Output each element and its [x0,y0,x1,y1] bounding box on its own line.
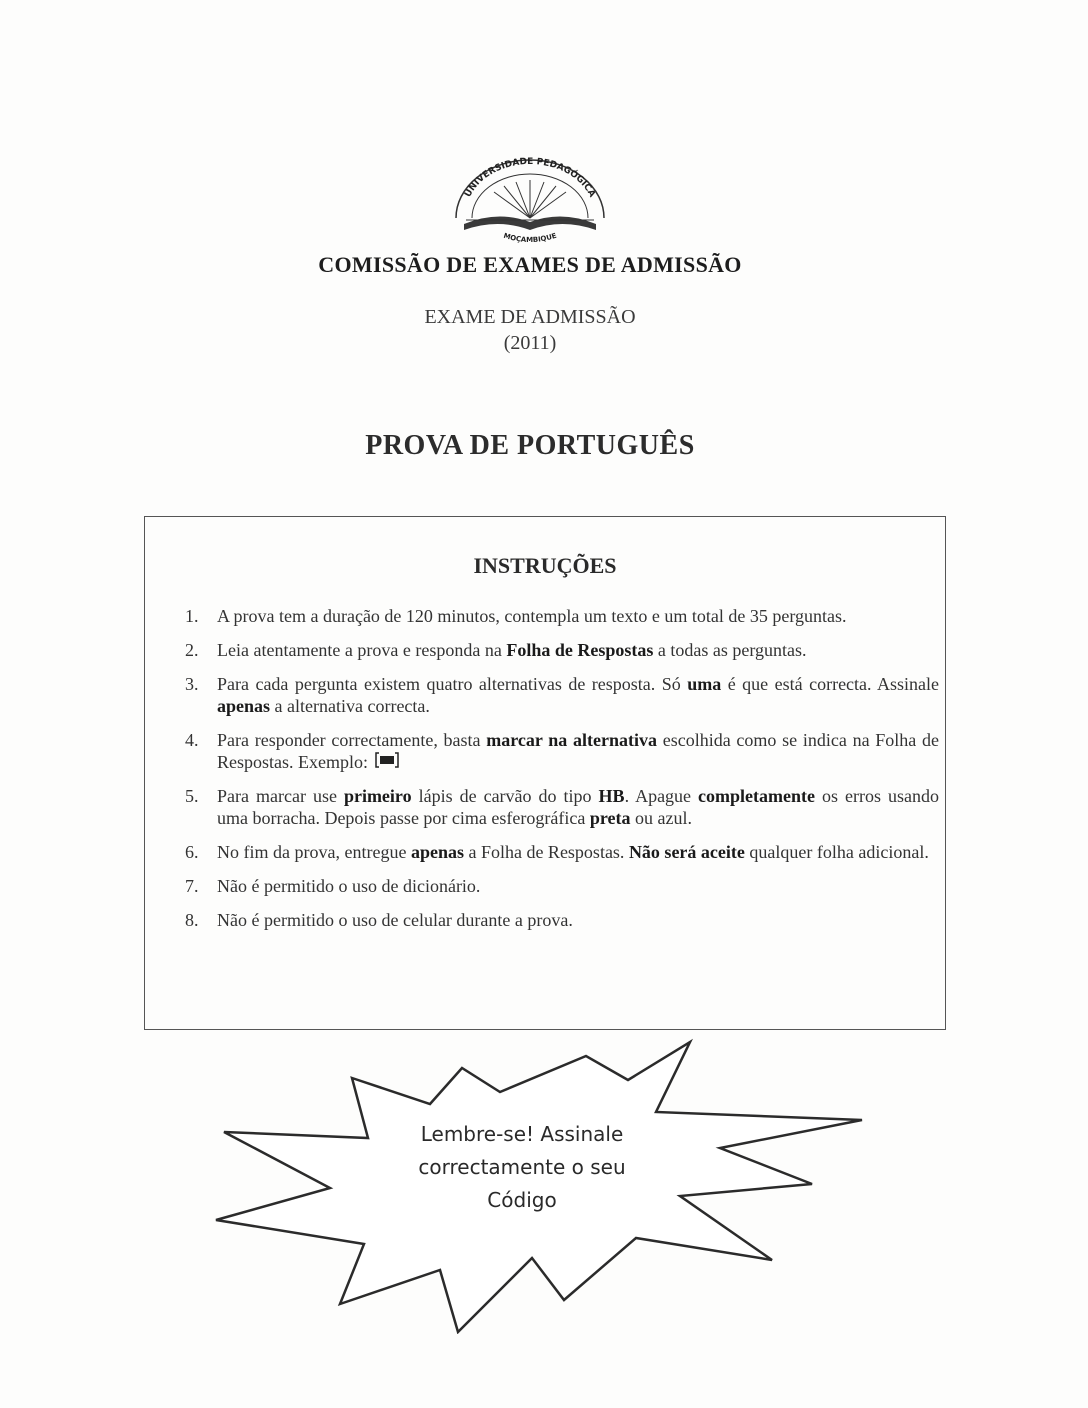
instruction-text: Leia atentamente a prova e responda na [217,640,507,660]
exam-year: (2011) [503,332,557,354]
instruction-item [175,673,939,717]
instruction-text: Para marcar use [217,786,344,806]
exam-title: EXAME DE ADMISSÃO [424,306,636,328]
instruction-number: 8. [185,910,199,930]
instructions-list [175,605,939,943]
instruction-emphasis: apenas [410,842,464,862]
instruction-emphasis: HB [598,786,625,806]
instruction-text: Não é permitido o uso de celular durante a prova. [217,910,573,930]
instruction-text: Não é permitido o uso de dicionário. [217,876,481,896]
instruction-emphasis: Não será aceite [628,842,745,862]
instruction-item [175,605,939,627]
instruction-emphasis: preta [589,808,631,828]
instructions-box [144,516,946,1030]
commission-title: COMISSÃO DE EXAMES DE ADMISSÃO [318,252,742,277]
instruction-text: é que está correcta. Assinale [721,674,939,694]
instruction-number: 2. [185,640,199,660]
instructions-heading: INSTRUÇÕES [473,553,617,578]
instruction-text: Para responder correctamente, basta [217,730,487,750]
reminder-line-3: Código [487,1188,557,1212]
instruction-number: 1. [185,606,199,626]
instruction-text: os erros usando uma borracha. Depois passe por cima esferográfica [217,786,939,828]
instruction-emphasis: primeiro [343,786,412,806]
reminder-text [372,1118,672,1217]
instruction-number: 6. [185,842,199,862]
example-filled-mark-icon [374,751,400,769]
instruction-text: qualquer folha adicional. [744,842,929,862]
instruction-item [175,639,939,661]
instruction-number: 7. [185,876,199,896]
instruction-item [175,909,939,931]
instruction-number: 5. [185,786,199,806]
instruction-item [175,875,939,897]
instruction-emphasis: uma [687,674,722,694]
instruction-text: Para cada pergunta existem quatro alternativas de resposta. Só [217,674,688,694]
instruction-item [175,841,939,863]
instruction-text: ou azul. [630,808,692,828]
instruction-text: A prova tem a duração de 120 minutos, contempla um texto e um total de 35 perguntas. [217,606,847,626]
instruction-emphasis: apenas [217,696,271,716]
instruction-number: 3. [185,674,199,694]
instruction-item [175,729,939,773]
instruction-emphasis: Folha de Respostas [506,640,654,660]
instruction-text: a todas as perguntas. [653,640,807,660]
instruction-emphasis: marcar na alternativa [486,730,658,750]
instruction-number: 4. [185,730,199,750]
instruction-text: No fim da prova, entregue [217,842,411,862]
instruction-text: . Apague [624,786,699,806]
subject-title: PROVA DE PORTUGUÊS [365,430,695,461]
reminder-line-1: Lembre-se! Assinale [420,1122,624,1146]
svg-text:MOÇAMBIQUE [503,232,558,244]
instruction-text: lápis de carvão do tipo [411,786,599,806]
instruction-text: escolhida como se indica na Folha de Respostas. Exemplo: [217,730,939,772]
instruction-text: a alternativa correcta. [270,696,430,716]
logo-arc-text: UNIVERSIDADE PEDAGÓGICA [463,156,597,200]
instruction-item [175,785,939,829]
logo-bottom-text: MOÇAMBIQUE [502,231,558,245]
university-logo [444,152,616,252]
instruction-emphasis: completamente [698,786,816,806]
reminder-line-2: correctamente o seu [418,1155,626,1179]
instruction-text: a Folha de Respostas. [463,842,629,862]
